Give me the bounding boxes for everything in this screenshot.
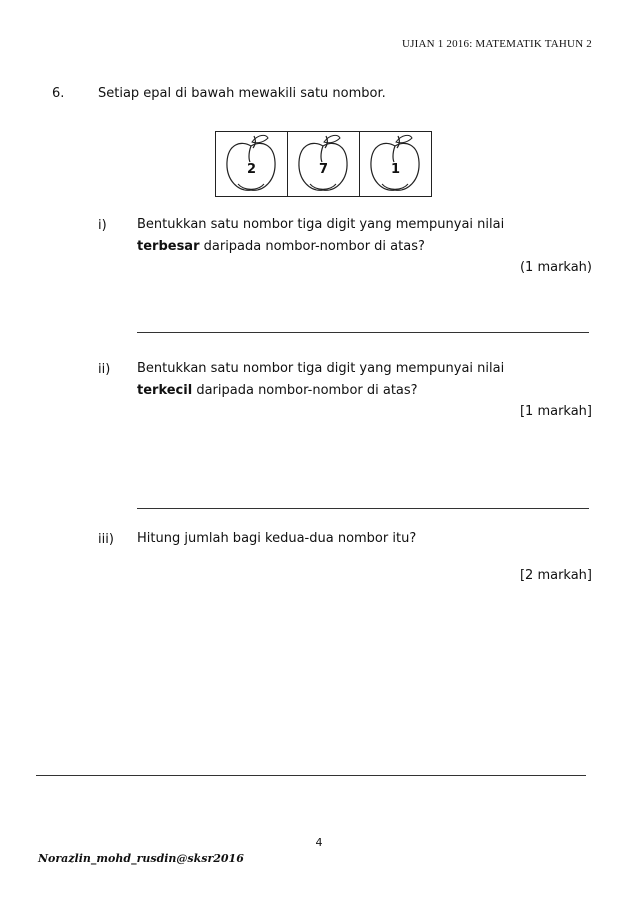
part-label: i) <box>98 218 107 233</box>
part-text <box>137 528 592 550</box>
question-text: Setiap epal di bawah mewakili satu nombor. <box>98 86 386 101</box>
answer-line[interactable] <box>137 332 589 333</box>
marks-label: [1 markah] <box>519 404 592 419</box>
part-label: ii) <box>98 362 111 377</box>
apple-cell <box>360 132 431 196</box>
apple-number: 2 <box>246 162 257 177</box>
part-line <box>137 380 592 402</box>
question-number: 6. <box>52 86 65 101</box>
keyword: terbesar <box>137 239 200 254</box>
part-text <box>137 214 592 258</box>
keyword: terkecil <box>137 383 193 398</box>
apple-number: 1 <box>390 162 401 177</box>
page-header: UJIAN 1 2016: MATEMATIK TAHUN 2 <box>402 38 592 50</box>
page-number: 4 <box>315 836 323 849</box>
answer-line[interactable] <box>137 508 589 509</box>
part-rest: daripada nombor-nombor di atas? <box>199 239 425 254</box>
apple-cell <box>288 132 360 196</box>
part-rest: daripada nombor-nombor di atas? <box>192 383 418 398</box>
section-divider <box>36 775 586 776</box>
part-label: iii) <box>98 532 114 547</box>
part-line: Hitung jumlah bagi kedua-dua nombor itu? <box>137 531 417 546</box>
part-line <box>137 236 592 258</box>
part-line: Bentukkan satu nombor tiga digit yang mempunyai nilai <box>137 361 505 376</box>
part-line: Bentukkan satu nombor tiga digit yang mempunyai nilai <box>137 217 505 232</box>
apple-box <box>215 131 432 197</box>
footer-credit: Norazlin_mohd_rusdin@sksr2016 <box>38 852 244 865</box>
marks-label: (1 markah) <box>519 260 592 275</box>
marks-label: [2 markah] <box>519 568 592 583</box>
apple-cell <box>216 132 288 196</box>
part-text <box>137 358 592 402</box>
apple-number: 7 <box>318 162 329 177</box>
